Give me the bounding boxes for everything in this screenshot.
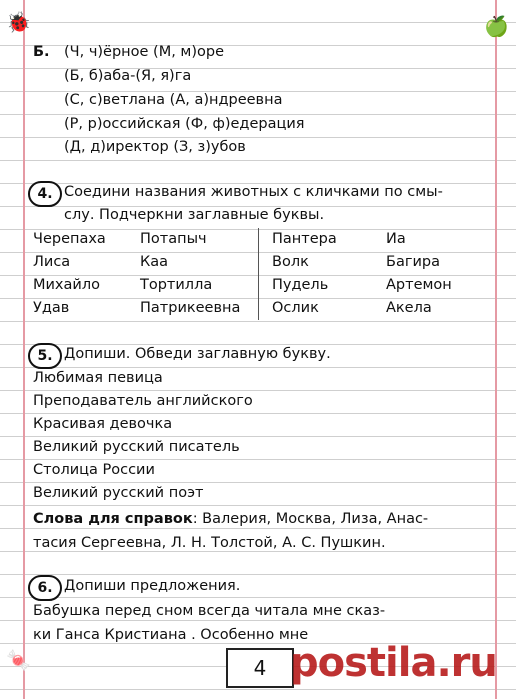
phrase-line: Любимая певица [33, 370, 163, 386]
task-6-number: 6. [28, 575, 62, 601]
sentence-line: ки Ганса Кристиана . Особенно мне [33, 627, 309, 643]
pet-name: Иа [386, 231, 406, 247]
pet-name: Тортилла [140, 277, 213, 293]
animal-name: Пудель [272, 277, 329, 293]
apple-icon: 🍏 [484, 14, 509, 38]
task-4-instruction-cont: слу. Подчеркни заглавные буквы. [64, 207, 325, 223]
phrase-line: Великий русский писатель [33, 439, 240, 455]
reference-label: Слова для справок [33, 511, 193, 527]
left-margin-line [23, 0, 25, 699]
animal-name: Черепаха [33, 231, 106, 247]
right-margin-line [495, 0, 497, 699]
task-5-instruction: Допиши. Обведи заглавную букву. [64, 346, 331, 362]
pet-name: Артемон [386, 277, 452, 293]
section-b-label: Б. [33, 44, 50, 60]
table-divider [258, 228, 259, 320]
phrase-line: Преподаватель английского [33, 393, 253, 409]
phrase-line: Столица России [33, 462, 155, 478]
ladybug-icon: 🐞 [6, 10, 31, 34]
section-b-line: (С, с)ветлана (А, а)ндреевна [64, 92, 283, 108]
reference-list: : Валерия, Москва, Лиза, Анас- [192, 511, 429, 527]
task-5-number: 5. [28, 343, 62, 369]
section-b-line: (Д, д)иректор (З, з)убов [64, 139, 246, 155]
section-b-line: (Ч, ч)ёрное (М, м)оре [64, 44, 225, 60]
page-number-box: 4 [226, 648, 294, 688]
reference-words [33, 511, 428, 527]
task-4-number: 4. [28, 181, 62, 207]
reference-list-cont: тасия Сергеевна, Л. Н. Толстой, А. С. Пушкин. [33, 535, 386, 551]
animal-name: Удав [33, 300, 70, 316]
pet-name: Каа [140, 254, 169, 270]
pet-name: Патрикеевна [140, 300, 241, 316]
candy-icon: 🍬 [6, 648, 31, 672]
task-6-instruction: Допиши предложения. [64, 578, 241, 594]
pet-name: Потапыч [140, 231, 207, 247]
pet-name: Акела [386, 300, 432, 316]
phrase-line: Красивая девочка [33, 416, 173, 432]
animal-name: Ослик [272, 300, 319, 316]
section-b-line: (Б, б)аба-(Я, я)га [64, 68, 192, 84]
animal-name: Михайло [33, 277, 100, 293]
animal-name: Пантера [272, 231, 337, 247]
pet-name: Багира [386, 254, 440, 270]
animal-name: Лиса [33, 254, 71, 270]
watermark-logo: postila.ru [290, 640, 497, 686]
phrase-line: Великий русский поэт [33, 485, 204, 501]
animal-name: Волк [272, 254, 309, 270]
task-4-instruction: Соедини названия животных с кличками по смы- [64, 184, 443, 200]
sentence-line: Бабушка перед сном всегда читала мне сказ- [33, 603, 386, 619]
section-b-line: (Р, р)оссийская (Ф, ф)едерация [64, 116, 305, 132]
